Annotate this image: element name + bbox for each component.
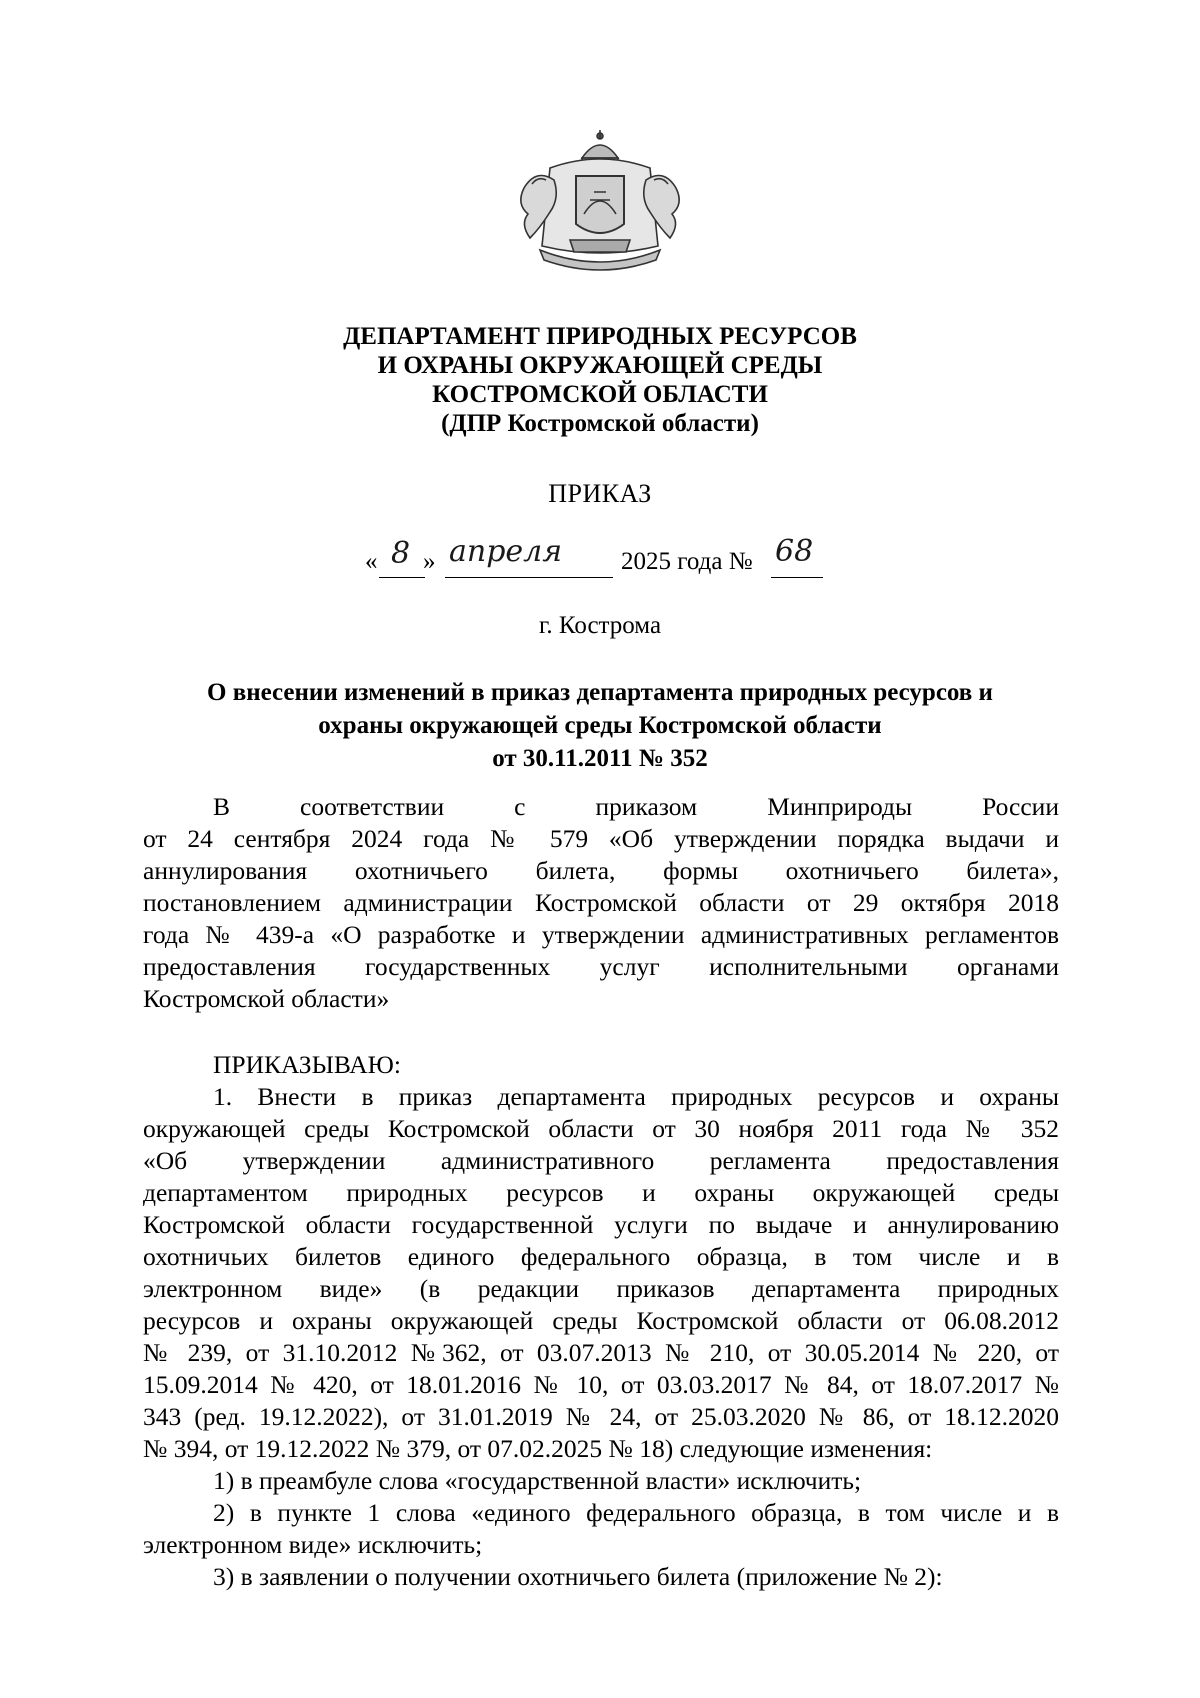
preamble-word: с bbox=[514, 792, 526, 821]
paragraph-1-line: 15.09.2014 № 420, от 18.01.2016 № 10, от 03.03.2017 № 84, от 18.07.2017 № bbox=[143, 1370, 1059, 1399]
month-underline bbox=[445, 577, 613, 578]
paragraph-1-line: 343 (ред. 19.12.2022), от 31.01.2019 № 24, от 25.03.2020 № 86, от 18.12.2020 bbox=[143, 1402, 1059, 1431]
department-name-line1: ДЕПАРТАМЕНТ ПРИРОДНЫХ РЕСУРСОВ bbox=[343, 323, 857, 350]
department-name-line2: И ОХРАНЫ ОКРУЖАЮЩЕЙ СРЕДЫ bbox=[377, 352, 823, 379]
order-subject bbox=[0, 676, 1200, 775]
preamble-word: соответствии bbox=[300, 792, 445, 821]
preamble-line: постановлением администрации Костромской области от 29 октября 2018 bbox=[143, 888, 1059, 917]
preamble-word: приказом bbox=[595, 792, 698, 821]
subject-line1: О внесении изменений в приказ департамента природных ресурсов и bbox=[207, 679, 993, 706]
preamble-word: Минприроды bbox=[767, 792, 913, 821]
preamble-line: предоставления государственных услуг исполнительными органами bbox=[143, 952, 1059, 981]
department-name-line3: КОСТРОМСКОЙ ОБЛАСТИ bbox=[432, 381, 768, 408]
preamble bbox=[143, 791, 1059, 1015]
subject-line3: от 30.11.2011 № 352 bbox=[492, 745, 708, 772]
handwritten-order-number: 68 bbox=[775, 534, 814, 569]
decree bbox=[143, 1049, 1059, 1593]
paragraph-1-line: Костромской области государственной услуги по выдаче и аннулированию bbox=[143, 1210, 1059, 1239]
orders-word: ПРИКАЗЫВАЮ: bbox=[213, 1050, 401, 1079]
paragraph-1-line: окружающей среды Костромской области от 30 ноября 2011 года № 352 bbox=[143, 1114, 1059, 1143]
department-short-name: (ДПР Костромской области) bbox=[441, 410, 759, 437]
preamble-line-1 bbox=[143, 791, 1059, 823]
paragraph-1-line: № 394, от 19.12.2022 № 379, от 07.02.2025 № 18) следующие изменения: bbox=[143, 1434, 933, 1463]
paragraph-1-line: № 239, от 31.10.2012 №362, от 03.07.2013 № 210, от 30.05.2014 № 220, от bbox=[143, 1338, 1059, 1367]
number-underline bbox=[771, 577, 823, 578]
year-and-number-label: 2025 года № bbox=[621, 548, 753, 575]
amendment-item-2-line1: 2) в пункте 1 слова «единого федерального образца, в том числе и в bbox=[213, 1498, 1059, 1527]
preamble-line: аннулирования охотничьего билета, формы охотничьего билета», bbox=[143, 856, 1059, 885]
preamble-word: России bbox=[982, 792, 1059, 821]
subject-line2: охраны окружающей среды Костромской области bbox=[318, 712, 882, 739]
quote-open: « bbox=[365, 548, 378, 575]
order-date-line bbox=[365, 534, 845, 582]
handwritten-day: 8 bbox=[391, 536, 411, 571]
amendment-item-3: 3) в заявлении о получении охотничьего билета (приложение № 2): bbox=[213, 1562, 943, 1591]
preamble-line: от 24 сентября 2024 года № 579 «Об утверждении порядка выдачи и bbox=[143, 824, 1059, 853]
preamble-word: В bbox=[213, 792, 231, 821]
paragraph-1-line: охотничьих билетов единого федерального образца, в том числе и в bbox=[143, 1242, 1059, 1271]
paragraph-1-line: 1. Внести в приказ департамента природных ресурсов и охраны bbox=[213, 1082, 1059, 1111]
paragraph-1-line: «Об утверждении административного регламента предоставления bbox=[143, 1146, 1059, 1175]
department-header bbox=[0, 322, 1200, 438]
quote-close: » bbox=[423, 548, 436, 575]
amendment-item-1: 1) в преамбуле слова «государственной власти» исключить; bbox=[213, 1466, 862, 1495]
paragraph-1-line: электронном виде» (в редакции приказов департамента природных bbox=[143, 1274, 1059, 1303]
preamble-line: Костромской области» bbox=[143, 984, 390, 1013]
order-title: ПРИКАЗ bbox=[548, 479, 652, 508]
preamble-line: года № 439-а «О разработке и утверждении административных регламентов bbox=[143, 920, 1059, 949]
day-underline bbox=[379, 577, 425, 578]
city: г. Кострома bbox=[538, 612, 662, 639]
coat-of-arms-emblem bbox=[510, 128, 690, 280]
handwritten-month: апреля bbox=[449, 534, 563, 569]
paragraph-1-line: департаментом природных ресурсов и охраны окружающей среды bbox=[143, 1178, 1059, 1207]
paragraph-1-line: ресурсов и охраны окружающей среды Костромской области от 06.08.2012 bbox=[143, 1306, 1059, 1335]
amendment-item-2-line2: электронном виде» исключить; bbox=[143, 1530, 483, 1559]
